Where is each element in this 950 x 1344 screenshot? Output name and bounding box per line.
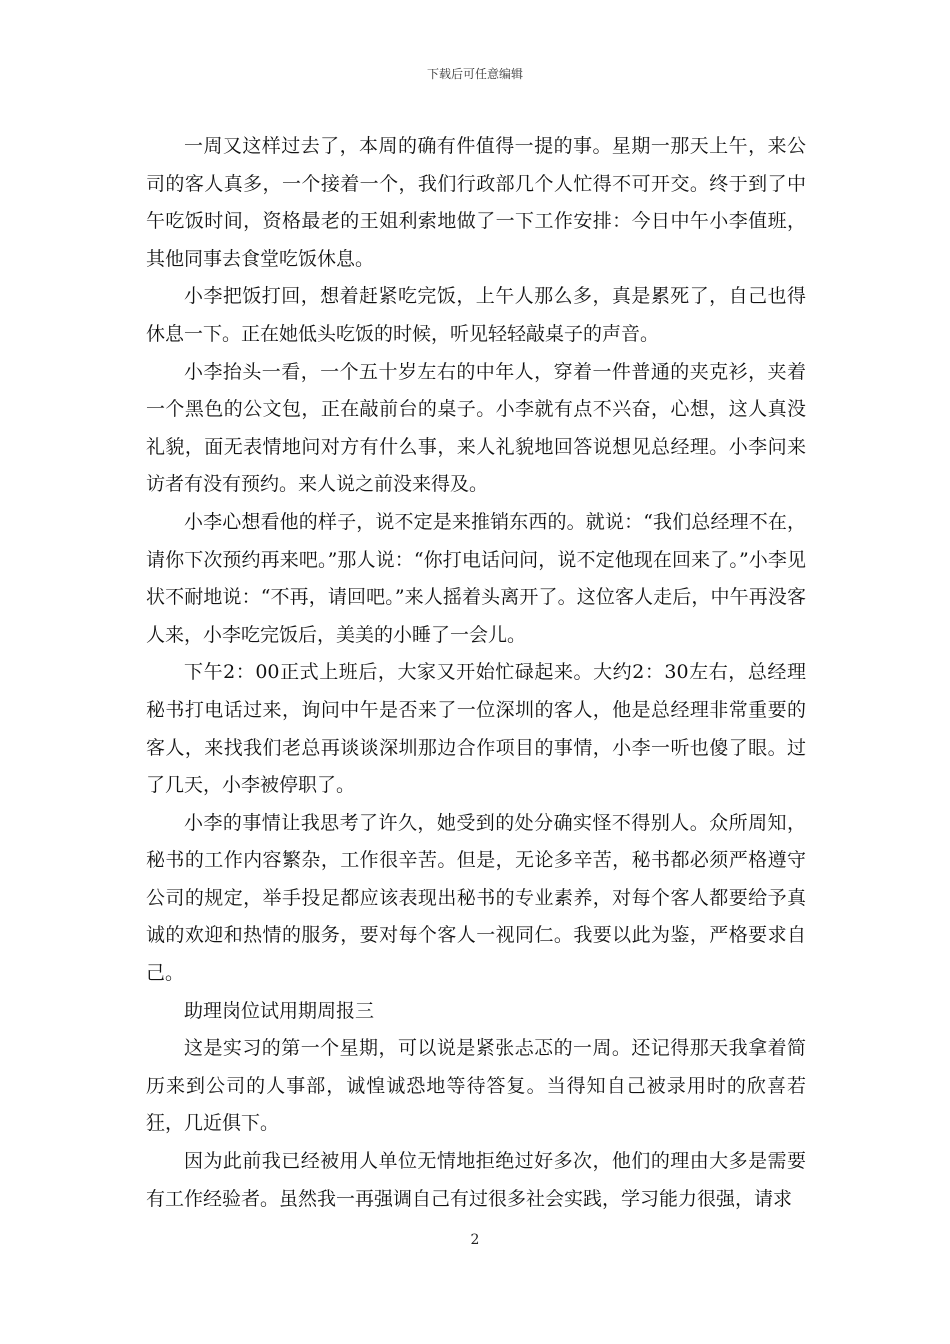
paragraph: 一周又这样过去了，本周的确有件值得一提的事。星期一那天上午，来公司的客人真多，一个接着一个，我们行政部几个人忙得不可开交。终于到了中午吃饭时间，资格最老的王姐利索地做了一下工作安排：今日中午小李值班，其他同事去食堂吃饭休息。 bbox=[146, 135, 806, 270]
paragraph: 下午2：00正式上班后，大家又开始忙碌起来。大约2：30左右，总经理秘书打电话过来，询问中午是否来了一位深圳的客人，他是总经理非常重要的客人，来找我们老总再谈谈深圳那边合作项目的事情，小李一听也傻了眼。过了几天，小李被停职了。 bbox=[146, 661, 806, 797]
paragraph: 小李的事情让我思考了许久，她受到的处分确实怪不得别人。众所周知，秘书的工作内容繁杂，工作很辛苦。但是，无论多辛苦，秘书都必须严格遵守公司的规定，举手投足都应该表现出秘书的专业素养，对每个客人都要给予真诚的欢迎和热情的服务，要对每个客人一视同仁。我要以此为鉴，严格要求自己。 bbox=[146, 811, 806, 985]
paragraph: 因为此前我已经被用人单位无情地拒绝过好多次，他们的理由大多是需要有工作经验者。虽然我一再强调自己有过很多社会实践，学习能力很强，请求 bbox=[146, 1150, 806, 1210]
section-heading: 助理岗位试用期周报三 bbox=[184, 999, 375, 1022]
paragraph: 小李把饭打回，想着赶紧吃完饭，上午人那么多，真是累死了，自己也得休息一下。正在她低头吃饭的时候，听见轻轻敲桌子的声音。 bbox=[146, 285, 806, 345]
page-header: 下载后可任意编辑 bbox=[426, 67, 523, 81]
paragraph: 这是实习的第一个星期，可以说是紧张忐忑的一周。还记得那天我拿着简历来到公司的人事部，诚惶诚恐地等待答复。当得知自己被录用时的欣喜若狂，几近俱下。 bbox=[146, 1037, 806, 1135]
document-body bbox=[146, 128, 806, 1218]
paragraph: 小李心想看他的样子，说不定是来推销东西的。就说：“我们总经理不在，请你下次预约再来吧。”那人说：“你打电话问问，说不定他现在回来了。”小李见状不耐地说：“不再，请回吧。”来人摇着头离开了。这位客人走后，中午再没客人来，小李吃完饭后，美美的小睡了一会儿。 bbox=[146, 510, 806, 646]
page-number: 2 bbox=[470, 1232, 480, 1248]
paragraph: 小李抬头一看，一个五十岁左右的中年人，穿着一件普通的夹克衫，夹着一个黑色的公文包，正在敲前台的桌子。小李就有点不兴奋，心想，这人真没礼貌，面无表情地问对方有什么事，来人礼貌地回答说想见总经理。小李问来访者有没有预约。来人说之前没来得及。 bbox=[146, 360, 806, 496]
